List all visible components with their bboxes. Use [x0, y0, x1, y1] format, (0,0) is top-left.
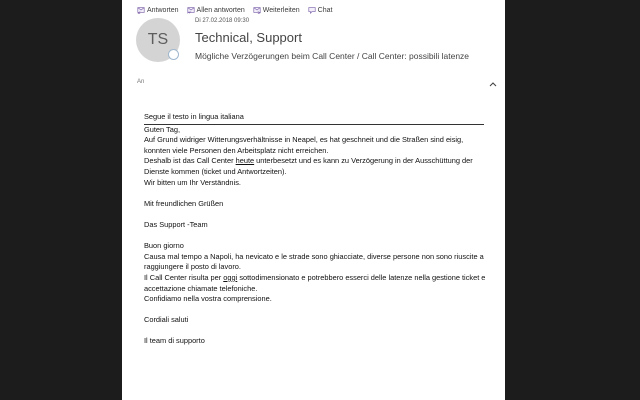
to-label: An: [137, 79, 145, 85]
italian-text-notice: Segue il testo in lingua italiana: [144, 112, 484, 125]
de-greeting: Guten Tag,: [144, 124, 181, 134]
chat-label: Chat: [317, 6, 333, 14]
presence-indicator-icon: [168, 49, 179, 60]
it-paragraph-1: Causa mal tempo a Napoli, ha nevicato e le strade sono ghiacciate, diverse persone non sono riuscite a raggiungere il posto di lavoro.: [144, 251, 484, 272]
it-today-underlined: oggi: [223, 272, 238, 282]
message-date: Di 27.02.2018 09:30: [195, 18, 250, 24]
it-signature: Il team di supporto: [144, 336, 205, 346]
avatar-initials: TS: [147, 31, 169, 48]
de-paragraph-2-start: Deshalb ist das Call Center: [144, 156, 236, 166]
sender-name[interactable]: Technical, Support: [195, 30, 302, 45]
de-paragraph-1: Auf Grund widriger Witterungsverhältnisse in Neapel, es hat geschneit und die Straßen sind eisig, konnten viele Personen den Arbeitsplatz nicht erreichen.: [144, 135, 464, 155]
chevron-up-icon[interactable]: [488, 80, 498, 88]
de-paragraph-2-end: unterbesetzt und es kann zu Verzögerung in der Ausschüttung der Dienste kommen (ticket und Antwortzeiten).: [144, 156, 473, 176]
forward-icon: [253, 6, 261, 14]
message-body: [144, 112, 486, 347]
message-subject: Mögliche Verzögerungen beim Call Center / Call Center: possibili latenze: [195, 51, 470, 61]
it-paragraph-2-end: sottodimensionato e potrebbero esserci delle latenze nella gestione ticket e accettazione chiamate telefoniche.: [144, 272, 486, 293]
reply-all-label: Allen antworten: [196, 6, 245, 14]
email-reading-pane: [122, 0, 505, 400]
de-today-underlined: heute: [235, 156, 255, 166]
reply-button[interactable]: [137, 6, 179, 14]
chat-button[interactable]: [308, 6, 333, 14]
de-paragraph-3: Wir bitten um Ihr Verständnis.: [144, 177, 241, 187]
reply-icon: [137, 6, 145, 14]
it-paragraph-3: Confidiamo nella vostra comprensione.: [144, 294, 272, 304]
reply-all-icon: [187, 6, 195, 14]
de-closing: Mit freundlichen Grüßen: [144, 198, 224, 208]
it-paragraph-2-start: Il Call Center risulta per: [144, 272, 224, 282]
message-toolbar: [137, 4, 332, 16]
reply-all-button[interactable]: [187, 6, 245, 14]
de-paragraph-2: [144, 156, 486, 177]
reply-label: Antworten: [147, 6, 179, 14]
forward-label: Weiterleiten: [262, 6, 300, 14]
de-signature: Das Support -Team: [144, 219, 208, 229]
chat-icon: [308, 6, 316, 14]
it-greeting: Buon giorno: [144, 241, 184, 251]
it-paragraph-2: [144, 273, 486, 294]
it-closing: Cordiali saluti: [144, 315, 189, 325]
forward-button[interactable]: [253, 6, 300, 14]
